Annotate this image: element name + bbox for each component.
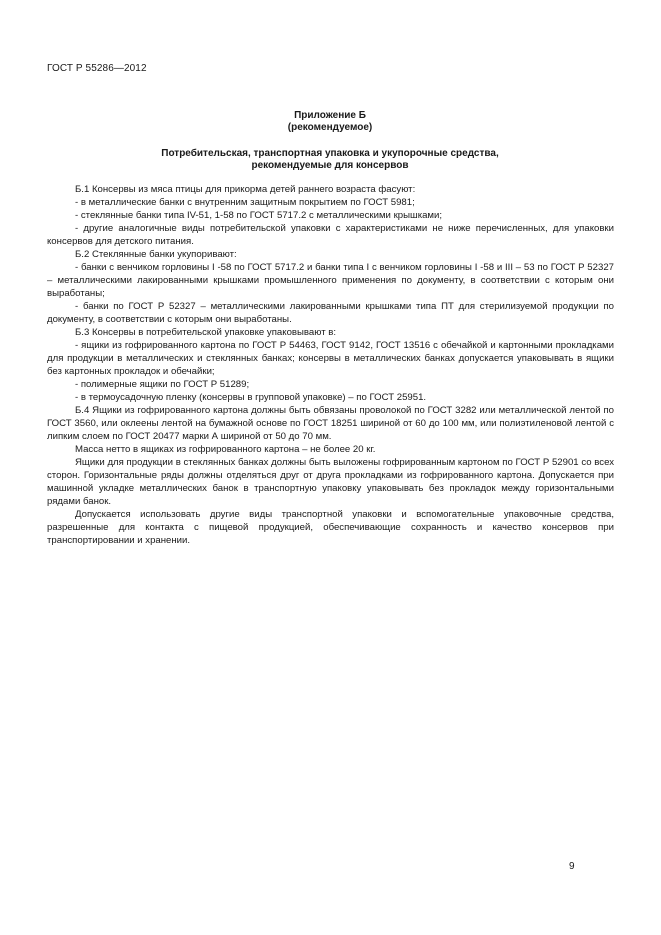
- appendix-subtitle: (рекомендуемое): [287, 122, 373, 133]
- paragraph: Б.3 Консервы в потребительской упаковке упаковывают в:: [75, 327, 337, 338]
- document-code: ГОСТ Р 55286—2012: [47, 63, 147, 74]
- paragraph: Б.2 Стеклянные банки укупоривают:: [75, 249, 237, 260]
- paragraph: - ящики из гофрированного картона по ГОСТ Р 54463, ГОСТ 9142, ГОСТ 13516 с обечайкой и картонными прокладками для продукции в металлических и стеклянных банках; консервы в металлических банках допускается упаковывать в ящики без картонных прокладок и обечайки;: [47, 340, 614, 377]
- paragraph: - другие аналогичные виды потребительской упаковки с характеристиками не ниже перечисленных, для упаковки консервов для детского питания.: [47, 223, 614, 247]
- paragraph: - в металлические банки с внутренним защитным покрытием по ГОСТ 5981;: [75, 197, 415, 208]
- appendix-heading: [60, 110, 600, 134]
- paragraph: Масса нетто в ящиках из гофрированного картона – не более 20 кг.: [75, 444, 376, 455]
- body-text: [47, 183, 614, 547]
- paragraph: - в термоусадочную пленку (консервы в групповой упаковке) – по ГОСТ 25951.: [75, 392, 427, 403]
- section-title-line-1: Потребительская, транспортная упаковка и укупорочные средства,: [161, 148, 499, 159]
- page-number: 9: [569, 861, 575, 872]
- paragraph: Ящики для продукции в стеклянных банках должны быть выложены гофрированным картоном по ГОСТ Р 52901 со всех сторон. Горизонтальные ряды должны отделяться друг от друга прокладками из гофрированного картона. Допускается при машинной укладке металлических банок в транспортную упаковку упаковывать без прокладок между горизонтальными рядами банок.: [47, 457, 614, 507]
- paragraph: - банки по ГОСТ Р 52327 – металлическими лакированными крышками типа ПТ для стерилизуемой продукции по документу, в соответствии с которым они выработаны.: [47, 301, 614, 325]
- paragraph: Б.1 Консервы из мяса птицы для прикорма детей раннего возраста фасуют:: [75, 184, 416, 195]
- appendix-title: Приложение Б: [294, 110, 366, 121]
- paragraph: - банки с венчиком горловины I -58 по ГОСТ 5717.2 и банки типа I с венчиком горловины I -58 и III – 53 по ГОСТ Р 52327 – металлическими лакированными крышками промышленного применения по документу, в соответствии с которым они выработаны;: [47, 262, 614, 299]
- paragraph: - полимерные ящики по ГОСТ Р 51289;: [75, 379, 250, 390]
- section-title: [60, 148, 600, 172]
- paragraph: Допускается использовать другие виды транспортной упаковки и вспомогательные упаковочные средства, разрешенные для контакта с пищевой продукцией, обеспечивающие сохранность и качество консервов при транспортировании и хранении.: [47, 509, 614, 546]
- paragraph: Б.4 Ящики из гофрированного картона должны быть обвязаны проволокой по ГОСТ 3282 или металлической лентой по ГОСТ 3560, или оклеены лентой на бумажной основе по ГОСТ 18251 шириной от 60 до 100 мм, или полиэтиленовой лентой с липким слоем по ГОСТ 20477 марки А шириной от 50 до 70 мм.: [47, 405, 614, 442]
- paragraph: - стеклянные банки типа IV-51, 1-58 по ГОСТ 5717.2 с металлическими крышками;: [75, 210, 443, 221]
- section-title-line-2: рекомендуемые для консервов: [251, 160, 409, 171]
